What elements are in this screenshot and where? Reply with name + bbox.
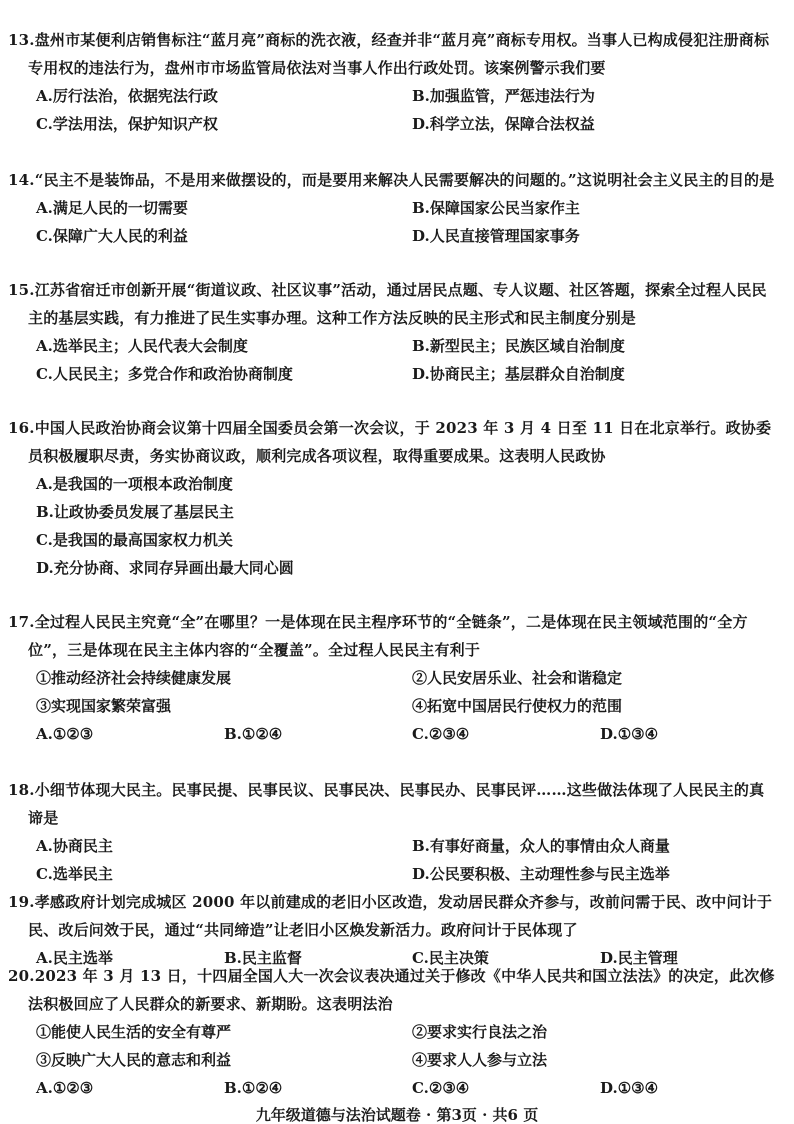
statement-3: ③反映广大人民的意志和利益 xyxy=(36,1051,232,1069)
options-grid xyxy=(0,832,794,888)
page-footer: 九年级道德与法治试题卷 · 第3页 · 共6 页 xyxy=(255,1106,539,1124)
option-c: C.保障广大人民的利益 xyxy=(36,227,188,245)
question-stem: 19.孝感政府计划完成城区 2000 年以前建成的老旧小区改造，发动居民群众齐参与，改前问需于民、改中问计于民、改后问效于民，通过“共同缔造”让老旧小区焕发新活力。政府问计于民体现了 xyxy=(8,893,773,939)
question-stem: 14.“民主不是装饰品，不是用来做摆设的，而是要用来解决人民需要解决的问题的。”这说明社会主义民主的目的是 xyxy=(8,171,775,189)
options-row xyxy=(0,720,794,748)
options-grid xyxy=(0,82,794,138)
question-14 xyxy=(0,166,794,250)
option-b: B.让政协委员发展了基层民主 xyxy=(36,503,234,521)
option-d: D.①③④ xyxy=(600,725,659,743)
option-a: A.选举民主；人民代表大会制度 xyxy=(36,337,248,355)
option-c: C.人民民主；多党合作和政治协商制度 xyxy=(36,365,293,383)
options-grid xyxy=(0,194,794,250)
statement-1: ①推动经济社会持续健康发展 xyxy=(36,669,232,687)
question-stem: 20.2023 年 3 月 13 日，十四届全国人大一次会议表决通过关于修改《中华人民共和国立法法》的决定，此次修法积极回应了人民群众的新要求、新期盼。这表明法治 xyxy=(8,967,775,1013)
statement-2: ②要求实行良法之治 xyxy=(412,1023,548,1041)
option-b: B.新型民主；民族区域自治制度 xyxy=(412,337,625,355)
option-b: B.加强监管，严惩违法行为 xyxy=(412,87,595,105)
question-stem: 13.盘州市某便利店销售标注“蓝月亮”商标的洗衣液，经查并非“蓝月亮”商标专用权。当事人已构成侵犯注册商标专用权的违法行为，盘州市市场监管局依法对当事人作出行政处罚。该案例警示我们要 xyxy=(8,31,770,77)
statement-items xyxy=(0,664,794,720)
option-d: D.协商民主；基层群众自治制度 xyxy=(412,365,625,383)
option-a: A.厉行法治，依据宪法行政 xyxy=(36,87,218,105)
option-c: C.是我国的最高国家权力机关 xyxy=(36,531,233,549)
option-a: A.民主选举 xyxy=(36,949,113,967)
option-d: D.公民要积极、主动理性参与民主选举 xyxy=(412,865,670,883)
question-20 xyxy=(0,962,794,1102)
option-a: A.满足人民的一切需要 xyxy=(36,199,188,217)
option-d: D.充分协商、求同存异画出最大同心圆 xyxy=(36,559,294,577)
question-stem: 17.全过程人民民主究竟“全”在哪里？一是体现在民主程序环节的“全链条”，二是体现在民主领域范围的“全方位”，三是体现在民主主体内容的“全覆盖”。全过程人民民主有利于 xyxy=(8,613,748,659)
options-grid xyxy=(0,332,794,388)
option-a: A.①②③ xyxy=(36,725,94,743)
option-c: C.②③④ xyxy=(412,1079,470,1097)
statement-2: ②人民安居乐业、社会和谐稳定 xyxy=(412,669,623,687)
statement-4: ④要求人人参与立法 xyxy=(412,1051,548,1069)
statement-1: ①能使人民生活的安全有尊严 xyxy=(36,1023,232,1041)
option-b: B.保障国家公民当家作主 xyxy=(412,199,580,217)
question-stem: 15.江苏省宿迁市创新开展“街道议政、社区议事”活动，通过居民点题、专人议题、社区答题，探索全过程人民民主的基层实践，有力推进了民生实事办理。这种工作方法反映的民主形式和民主制度分别是 xyxy=(8,281,767,327)
option-a: A.是我国的一项根本政治制度 xyxy=(36,475,233,493)
question-15 xyxy=(0,276,794,388)
option-d: D.①③④ xyxy=(600,1079,659,1097)
option-b: B.①②④ xyxy=(224,1079,283,1097)
option-a: A.协商民主 xyxy=(36,837,113,855)
option-b: B.有事好商量，众人的事情由众人商量 xyxy=(412,837,670,855)
options-list xyxy=(0,470,794,582)
question-stem: 16.中国人民政治协商会议第十四届全国委员会第一次会议，于 2023 年 3 月 4 日至 11 日在北京举行。政协委员积极履职尽责，务实协商议政，顺利完成各项议程，取得重要成果。这表明人民政协 xyxy=(8,419,772,465)
option-b: B.①②④ xyxy=(224,725,283,743)
statement-3: ③实现国家繁荣富强 xyxy=(36,697,172,715)
options-row xyxy=(0,1074,794,1102)
option-c: C.②③④ xyxy=(412,725,470,743)
question-18 xyxy=(0,776,794,888)
question-stem: 18.小细节体现大民主。民事民提、民事民议、民事民决、民事民办、民事民评……这些做法体现了人民民主的真谛是 xyxy=(8,781,765,827)
question-13 xyxy=(0,26,794,138)
option-c: C.民主决策 xyxy=(412,949,489,967)
statement-4: ④拓宽中国居民行使权力的范围 xyxy=(412,697,623,715)
option-d: D.人民直接管理国家事务 xyxy=(412,227,580,245)
question-16 xyxy=(0,414,794,582)
option-c: C.学法用法，保护知识产权 xyxy=(36,115,218,133)
option-a: A.①②③ xyxy=(36,1079,94,1097)
option-d: D.民主管理 xyxy=(600,949,678,967)
option-c: C.选举民主 xyxy=(36,865,113,883)
question-19 xyxy=(0,888,794,972)
option-d: D.科学立法，保障合法权益 xyxy=(412,115,595,133)
option-b: B.民主监督 xyxy=(224,949,302,967)
statement-items xyxy=(0,1018,794,1074)
question-17 xyxy=(0,608,794,748)
